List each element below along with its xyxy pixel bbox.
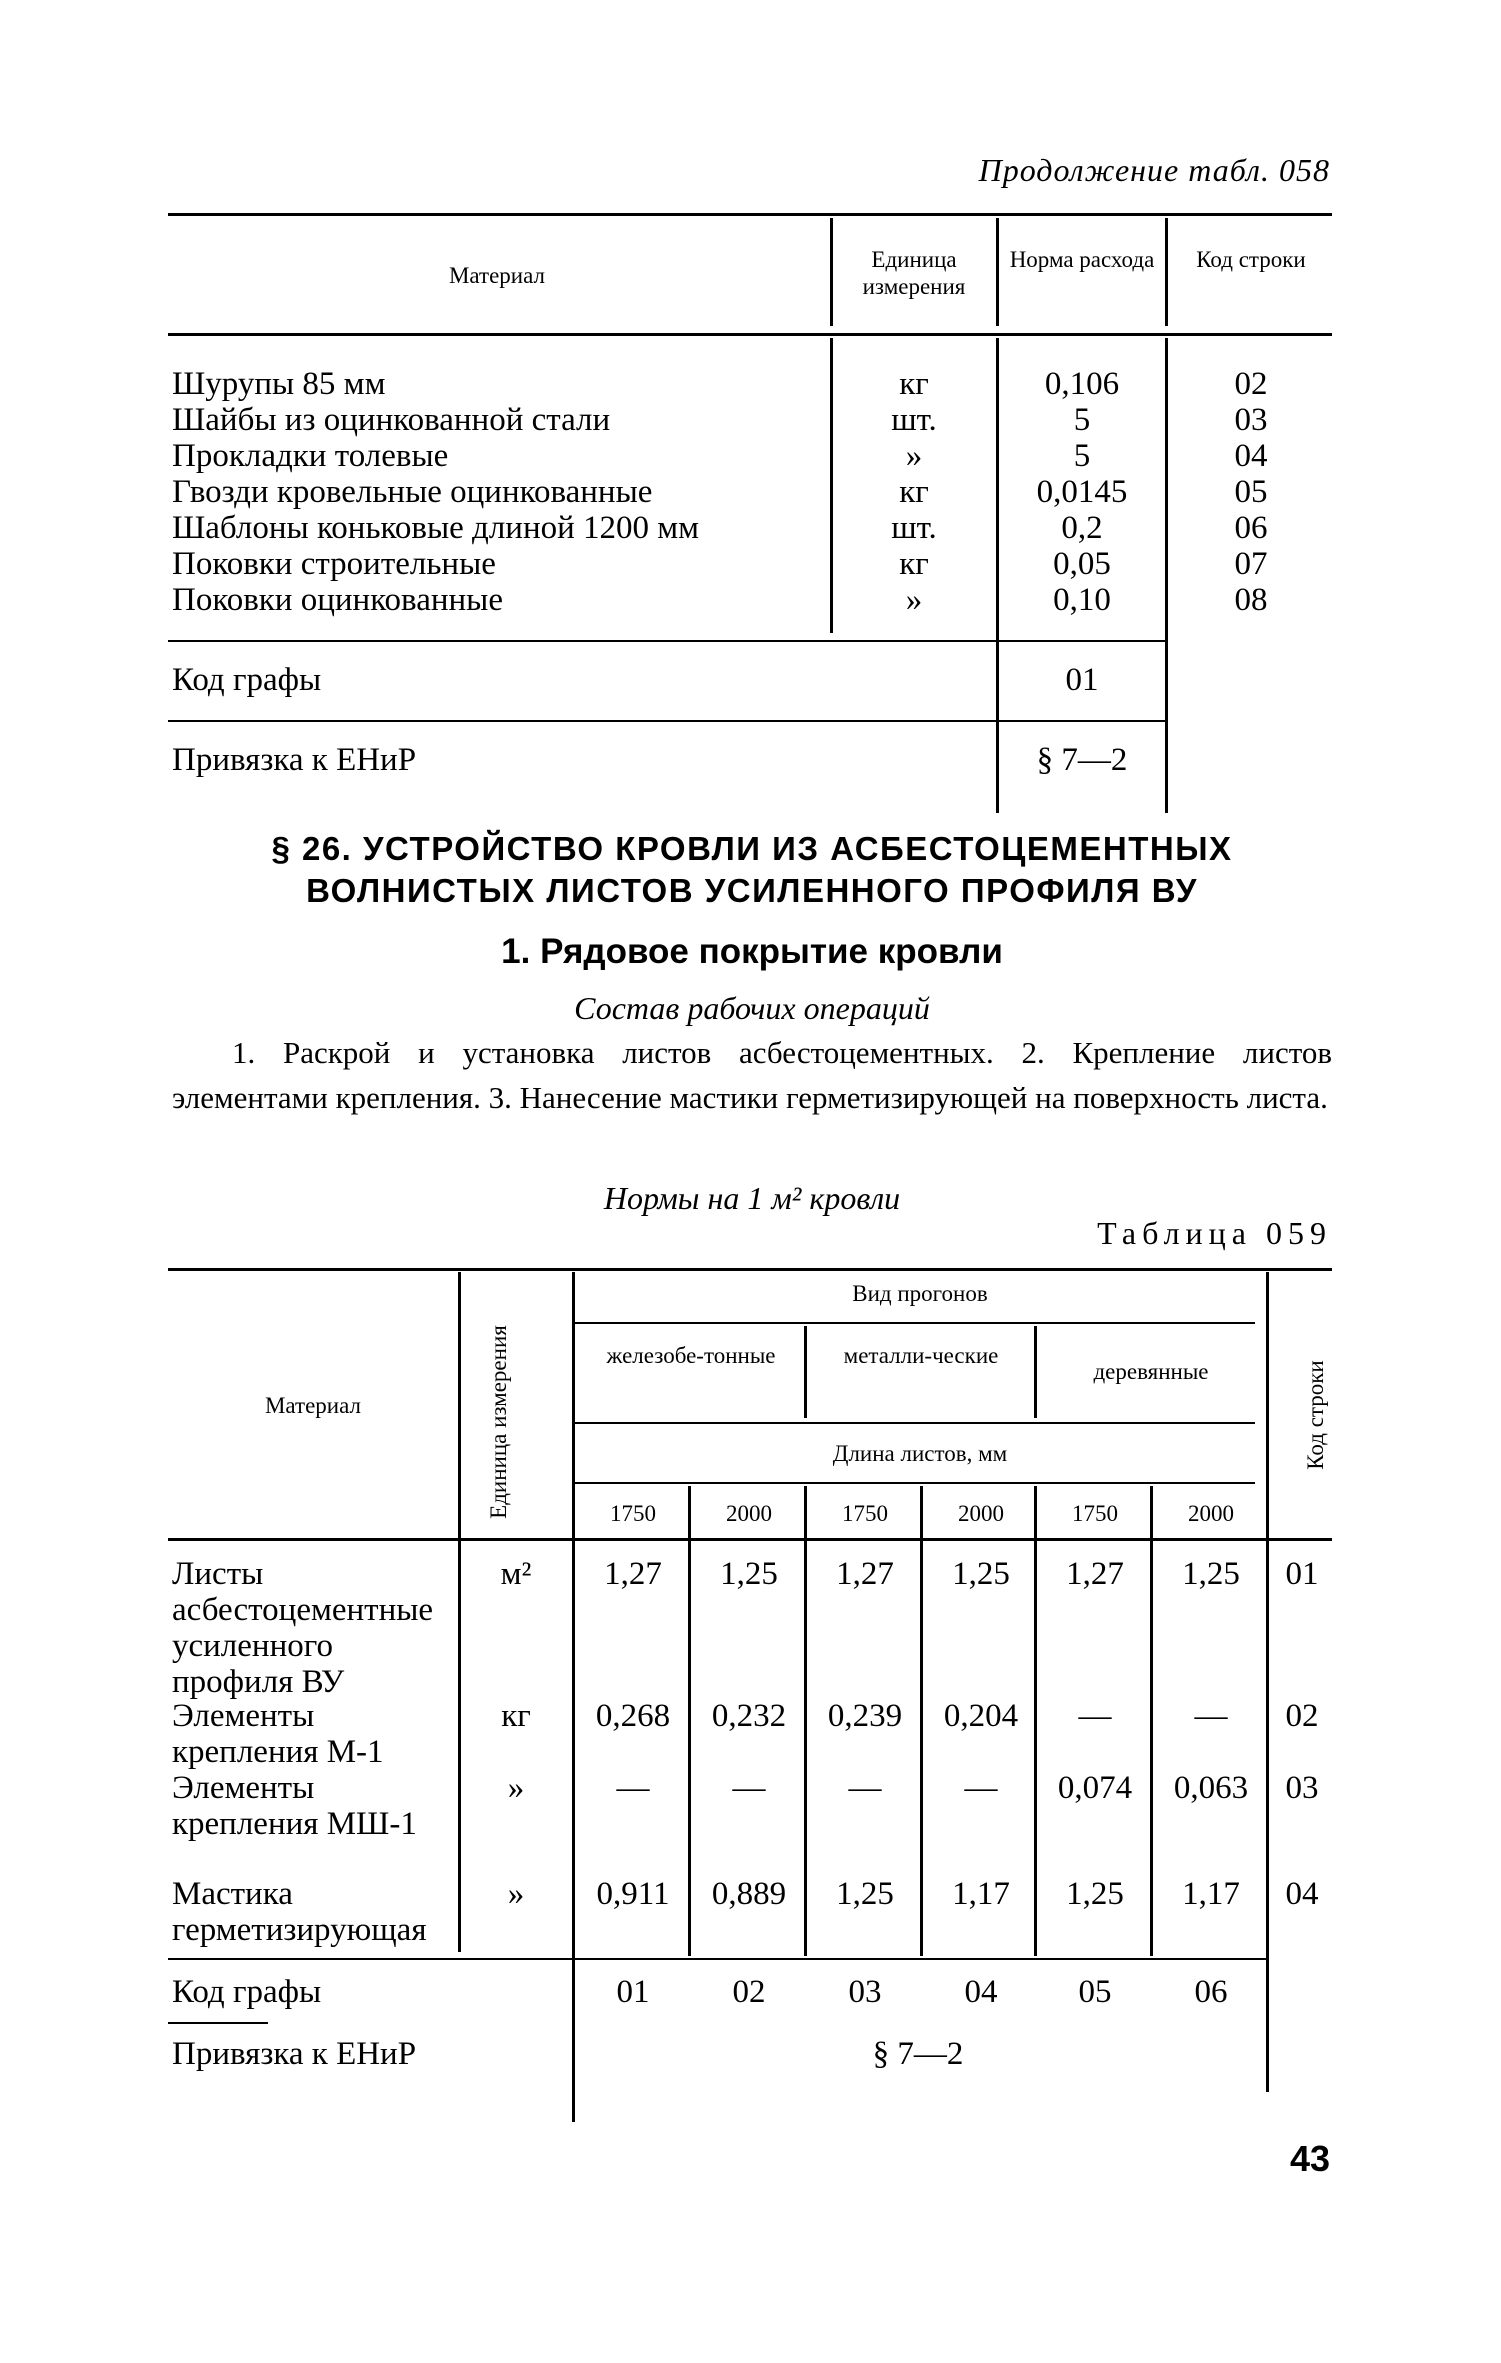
row-material: Шайбы из оцинкованной стали (172, 402, 611, 438)
kod-grafy-value: 01 (1065, 662, 1099, 698)
header-sheet-length: Длина листов, мм (832, 1441, 1008, 1466)
row-unit: кг (899, 366, 929, 402)
continuation-caption: Продолжение табл. 058 (978, 152, 1330, 188)
header-purlin-type: Вид прогонов (852, 1281, 988, 1306)
col-divider (1034, 1326, 1037, 1418)
row-value: 1,27 (1066, 1556, 1124, 1592)
row-material: Поковки оцинкованные (172, 582, 503, 618)
kod-grafy-value: 03 (848, 1974, 882, 2010)
row-material: Шаблоны коньковые длиной 1200 мм (172, 510, 700, 546)
col-divider (688, 1486, 691, 1956)
kod-grafy-label: Код графы (172, 1974, 322, 2010)
row-norm: 0,0145 (1036, 474, 1128, 510)
row-value: 0,204 (943, 1698, 1019, 1734)
row-value: 0,063 (1173, 1770, 1249, 1806)
enir-label: Привязка к ЕНиР (172, 2036, 417, 2072)
row-unit: кг (899, 474, 929, 510)
row-material: Поковки строительные (172, 546, 496, 582)
header-reinforced: железобе-тонные (606, 1343, 776, 1368)
col-divider (1165, 218, 1168, 326)
header-wood: деревянные (1093, 1359, 1209, 1384)
row-material: Листы асбестоцементные усиленного профиля ВУ (172, 1556, 434, 1700)
row-code: 01 (1285, 1556, 1319, 1592)
row-value: 0,239 (827, 1698, 903, 1734)
header-rule (575, 1482, 1255, 1484)
section-title-line1: § 26. УСТРОЙСТВО КРОВЛИ ИЗ АСБЕСТОЦЕМЕНТНЫХ (271, 830, 1233, 867)
row-value: 1,17 (1182, 1876, 1240, 1912)
col-divider (458, 1272, 461, 1952)
header-material: Материал (264, 1393, 362, 1418)
row-unit: шт. (891, 510, 937, 546)
row-norm: 0,106 (1044, 366, 1120, 402)
page-number: 43 (1289, 2138, 1330, 2179)
row-value: — (1194, 1698, 1228, 1734)
header-length: 2000 (726, 1501, 772, 1526)
row-material: Прокладки толевые (172, 438, 449, 474)
col-divider (1266, 1272, 1269, 2092)
row-norm: 0,10 (1053, 582, 1111, 618)
row-norm: 0,2 (1061, 510, 1103, 546)
row-unit: » (905, 438, 923, 474)
header-rule (575, 1322, 1255, 1324)
row-rule (168, 2022, 268, 2024)
row-code: 06 (1234, 510, 1268, 546)
row-rule (168, 720, 1166, 722)
row-value: 1,27 (836, 1556, 894, 1592)
row-value: — (848, 1770, 882, 1806)
row-value: 1,25 (1182, 1556, 1240, 1592)
row-material: Элементы крепления М-1 (172, 1698, 384, 1770)
header-code: Код строки (1303, 1360, 1328, 1470)
row-norm: 5 (1073, 438, 1091, 474)
header-metal: металли-ческие (843, 1343, 999, 1368)
row-material: Элементы крепления МШ-1 (172, 1770, 417, 1842)
row-value: 0,889 (711, 1876, 787, 1912)
table-header-rule (168, 1538, 1332, 1541)
row-value: 1,25 (1066, 1876, 1124, 1912)
table-label: Таблица 059 (1097, 1215, 1332, 1251)
header-rule (575, 1422, 1255, 1424)
row-norm: 0,05 (1053, 546, 1111, 582)
row-code: 08 (1234, 582, 1268, 618)
row-code: 03 (1234, 402, 1268, 438)
col-divider (1150, 1486, 1153, 1956)
row-unit: кг (899, 546, 929, 582)
row-value: 1,25 (720, 1556, 778, 1592)
header-length: 1750 (1072, 1501, 1118, 1526)
row-value: 1,17 (952, 1876, 1010, 1912)
enir-label: Привязка к ЕНиР (172, 742, 417, 778)
row-unit: кг (501, 1698, 531, 1734)
kod-grafy-value: 02 (732, 1974, 766, 2010)
enir-value: § 7—2 (1036, 742, 1128, 778)
row-value: — (1078, 1698, 1112, 1734)
operations-title: Состав рабочих операций (574, 990, 930, 1026)
header-length: 1750 (610, 1501, 656, 1526)
col-divider (996, 338, 999, 813)
row-material: Шурупы 85 мм (172, 366, 386, 402)
row-value: 1,25 (952, 1556, 1010, 1592)
row-material: Гвозди кровельные оцинкованные (172, 474, 653, 510)
row-code: 07 (1234, 546, 1268, 582)
row-value: 0,911 (596, 1876, 670, 1912)
operations-text (172, 1030, 1332, 1120)
header-unit: Единица измерения (862, 247, 966, 299)
row-rule (168, 640, 1166, 642)
enir-value: § 7—2 (872, 2036, 964, 2072)
header-norm: Норма расхода (1009, 247, 1155, 272)
col-divider (804, 1326, 807, 1418)
kod-grafy-value: 04 (964, 1974, 998, 2010)
row-norm: 5 (1073, 402, 1091, 438)
row-value: 0,268 (595, 1698, 671, 1734)
col-divider (830, 338, 833, 633)
row-value: — (732, 1770, 766, 1806)
row-unit: м² (500, 1556, 532, 1592)
row-value: 0,074 (1057, 1770, 1133, 1806)
table-top-rule (168, 213, 1332, 216)
col-divider (920, 1486, 923, 1956)
kod-grafy-label: Код графы (172, 662, 322, 698)
kod-grafy-value: 06 (1194, 1974, 1228, 2010)
section-title-line2: ВОЛНИСТЫХ ЛИСТОВ УСИЛЕННОГО ПРОФИЛЯ ВУ (306, 872, 1198, 909)
header-length: 1750 (842, 1501, 888, 1526)
col-divider (1165, 338, 1168, 813)
row-code: 02 (1285, 1698, 1319, 1734)
operations-paragraph: 1. Раскрой и установка листов асбестоцементных. 2. Крепление листов элементами крепления. 3. Нанесение мастики герметизирующей на поверхность листа. (172, 1035, 1332, 1115)
row-value: — (964, 1770, 998, 1806)
header-length: 2000 (1188, 1501, 1234, 1526)
col-divider (996, 218, 999, 326)
col-divider (572, 1272, 575, 2122)
header-material: Материал (448, 263, 546, 288)
row-code: 04 (1285, 1876, 1319, 1912)
norms-title: Нормы на 1 м² кровли (603, 1180, 901, 1216)
row-rule (168, 1958, 1268, 1960)
kod-grafy-value: 05 (1078, 1974, 1112, 2010)
row-value: 0,232 (711, 1698, 787, 1734)
row-unit: » (507, 1770, 525, 1806)
row-code: 05 (1234, 474, 1268, 510)
table-header-rule (168, 333, 1332, 336)
header-length: 2000 (958, 1501, 1004, 1526)
row-unit: шт. (891, 402, 937, 438)
col-divider (804, 1486, 807, 1956)
section-subtitle: 1. Рядовое покрытие кровли (501, 932, 1003, 971)
row-value: 1,25 (836, 1876, 894, 1912)
col-divider (830, 218, 833, 326)
table-top-rule (168, 1268, 1332, 1271)
row-material: Мастика герметизирующая (172, 1876, 427, 1948)
kod-grafy-value: 01 (616, 1974, 650, 2010)
header-unit: Единица измерения (486, 1325, 511, 1519)
row-code: 03 (1285, 1770, 1319, 1806)
row-code: 04 (1234, 438, 1268, 474)
row-code: 02 (1234, 366, 1268, 402)
header-code: Код строки (1196, 247, 1306, 272)
row-unit: » (905, 582, 923, 618)
row-value: 1,27 (604, 1556, 662, 1592)
row-unit: » (507, 1876, 525, 1912)
row-value: — (616, 1770, 650, 1806)
